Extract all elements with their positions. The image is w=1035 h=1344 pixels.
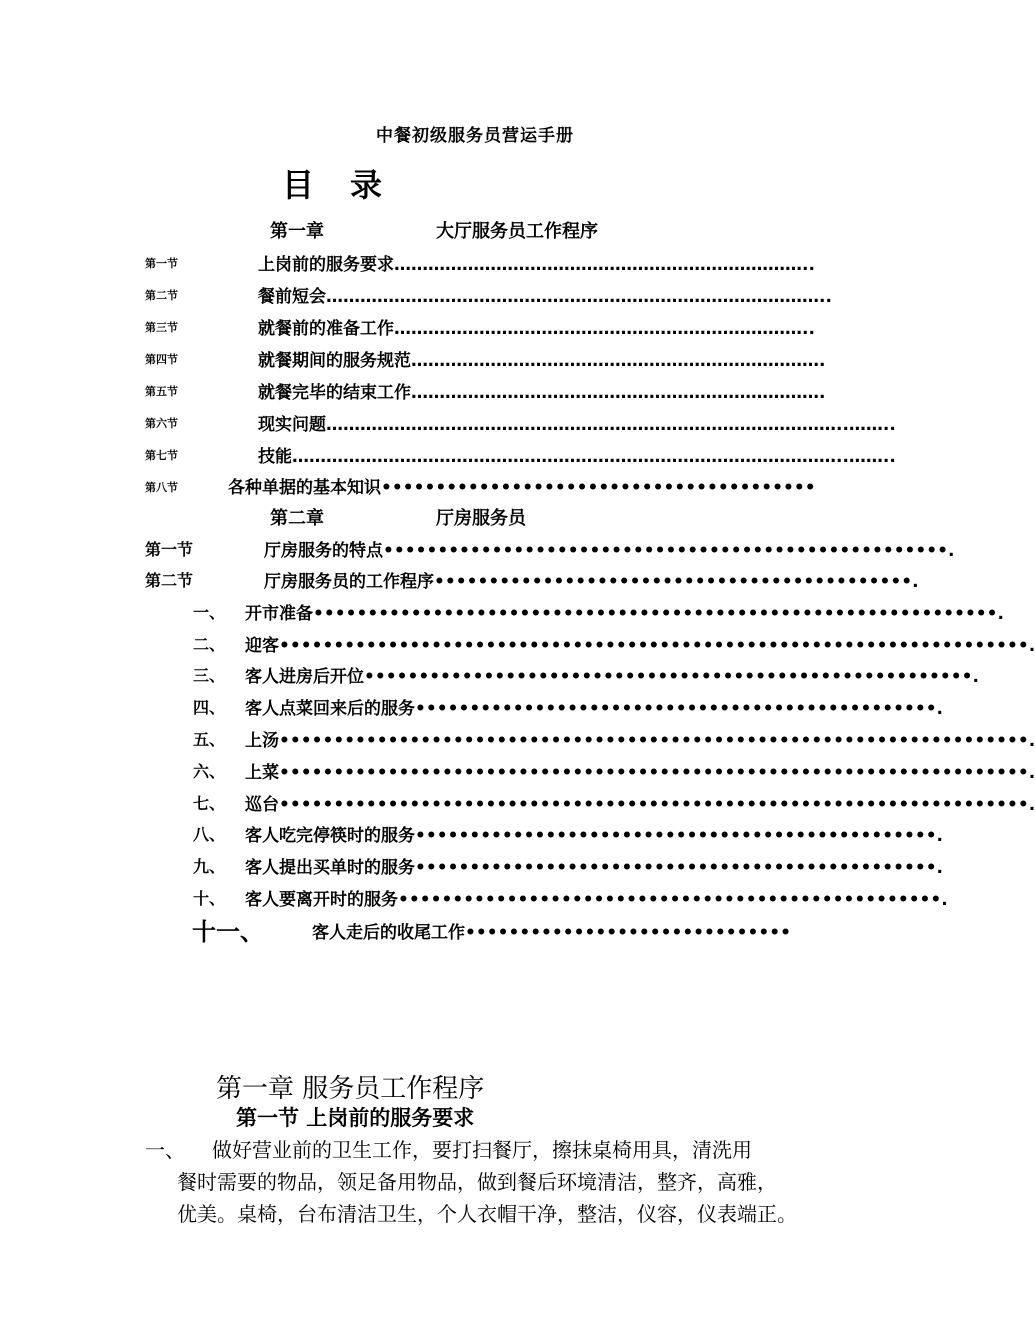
toc-item-title: 巡台	[245, 795, 279, 815]
toc-leader-dots: ••••••••••••••••••••••••••••••	[465, 923, 791, 943]
toc-section-entry[interactable]	[258, 378, 826, 403]
toc-leader-dots: ………………………………………………………………..	[394, 319, 815, 339]
toc-leader-dots: ••••••••••••••••••••••••••••••••••••••••••••••••••••••••.	[364, 667, 979, 687]
toc-item-entry[interactable]	[245, 853, 944, 878]
toc-item-entry[interactable]	[312, 918, 791, 943]
toc-leader-dots: ……………………………………………………………….	[411, 351, 826, 371]
toc-section-entry[interactable]	[258, 346, 826, 371]
toc-heading-char-1: 目	[282, 166, 315, 204]
toc-item-entry[interactable]	[245, 726, 1035, 751]
toc-leader-dots: ••••••••••••••••••••••••••••••••••••••••••••••••••.	[398, 890, 948, 910]
toc-item-number: 八、	[193, 825, 226, 844]
toc-item-title: 迎客	[245, 636, 279, 656]
toc-section-label: 第三节	[145, 321, 178, 334]
toc-leader-dots: ………………………………………………………………..	[394, 255, 815, 275]
toc-item-number: 六、	[193, 762, 226, 781]
toc-item-number: 五、	[193, 730, 226, 749]
toc-section-label: 第八节	[145, 481, 178, 494]
document-title: 中餐初级服务员营运手册	[376, 126, 574, 146]
toc-leader-dots: •••••••••••••••••••••••••••••••••••••••••••••••••••••••••••••••••••••.	[279, 636, 1035, 656]
toc-leader-dots: ••••••••••••••••••••••••••••••••••••••••••••.	[434, 572, 919, 592]
toc-section-label: 第四节	[145, 353, 178, 366]
toc-section-title: 上岗前的服务要求	[258, 255, 394, 275]
toc-item-title: 客人吃完停筷时的服务	[245, 826, 415, 846]
toc-heading	[282, 160, 382, 206]
toc-item-number: 十一、	[192, 918, 264, 946]
toc-leader-dots: ••••••••••••••••••••••••••••••••••••••••••••••••.	[415, 699, 944, 719]
toc-section-entry[interactable]	[258, 442, 896, 467]
toc-item-title: 上汤	[245, 731, 279, 751]
toc-section-label: 第二节	[145, 289, 178, 302]
toc-section-label: 第五节	[145, 385, 178, 398]
toc-leader-dots: •••••••••••••••••••••••••••••••••••••••••••••••••••••••••••••••••••••.	[279, 763, 1035, 783]
toc-chapter-2-name: 厅房服务员	[436, 508, 526, 529]
paragraph-line: 餐时需要的物品，领足备用物品，做到餐后环境清洁，整齐，高雅，	[177, 1170, 777, 1194]
toc-item-number: 二、	[193, 635, 226, 654]
toc-item-title: 客人点菜回来后的服务	[245, 699, 415, 719]
toc-item-number: 四、	[193, 698, 226, 717]
toc-section-entry[interactable]	[258, 314, 815, 339]
toc-section-entry[interactable]	[264, 536, 955, 561]
toc-leader-dots: ……………………………………………………………….	[411, 383, 826, 403]
toc-section-title: 就餐期间的服务规范	[258, 351, 411, 371]
toc-leader-dots: ••••••••••••••••••••••••••••••••••••••••••••••••.	[415, 858, 944, 878]
paragraph-line: 优美。桌椅，台布清洁卫生，个人衣帽干净，整洁，仪容，仪表端正。	[177, 1202, 797, 1226]
toc-chapter-1-number: 第一章	[270, 221, 324, 242]
toc-item-entry[interactable]	[245, 599, 1004, 624]
toc-item-entry[interactable]	[245, 821, 944, 846]
toc-section-entry[interactable]	[228, 473, 816, 498]
toc-chapter-2-number: 第二章	[270, 508, 324, 529]
toc-section-label: 第一节	[145, 257, 178, 270]
toc-section-label: 第二节	[145, 571, 194, 590]
toc-item-entry[interactable]	[245, 758, 1035, 783]
toc-section-entry[interactable]	[258, 410, 896, 435]
toc-section-entry[interactable]	[264, 567, 919, 592]
toc-section-label: 第一节	[145, 540, 194, 559]
toc-item-entry[interactable]	[245, 662, 979, 687]
toc-section-title: 厅房服务的特点	[264, 541, 383, 561]
toc-leader-dots: ••••••••••••••••••••••••••••••••••••••••••••••••.	[415, 826, 944, 846]
toc-leader-dots: ……………………………………………………………………………………..……..	[292, 447, 896, 467]
toc-section-label: 第七节	[145, 449, 178, 462]
toc-leader-dots: ……………………………………………………………………………..	[326, 287, 832, 307]
toc-section-entry[interactable]	[258, 282, 832, 307]
toc-leader-dots: •••••••••••••••••••••••••••••••••••••••••••••••••••••••••••••••••••••.	[279, 795, 1035, 815]
toc-section-title: 就餐完毕的结束工作	[258, 383, 411, 403]
toc-chapter-1-name: 大厅服务员工作程序	[436, 221, 598, 242]
toc-section-entry[interactable]	[258, 250, 815, 275]
toc-item-entry[interactable]	[245, 885, 948, 910]
toc-leader-dots: ••••••••••••••••••••••••••••••••••••••••••••••••••••.	[383, 541, 955, 561]
toc-section-title: 就餐前的准备工作	[258, 319, 394, 339]
toc-section-title: 各种单据的基本知识	[228, 478, 381, 498]
toc-heading-char-2: 录	[350, 166, 383, 204]
toc-item-title: 开市准备	[245, 604, 313, 624]
toc-leader-dots: •••••••••••••••••••••••••••••••••••••••••••••••••••••••••••••••••••••.	[279, 731, 1035, 751]
toc-item-entry[interactable]	[245, 631, 1035, 656]
toc-item-title: 客人进房后开位	[245, 667, 364, 687]
toc-section-title: 厅房服务员的工作程序	[264, 572, 434, 592]
toc-item-entry[interactable]	[245, 694, 944, 719]
toc-item-number: 九、	[193, 857, 226, 876]
toc-section-title: 现实问题	[258, 415, 326, 435]
toc-item-number: 三、	[193, 666, 226, 685]
toc-leader-dots: ••••••••••••••••••••••••••••••••••••••••	[381, 478, 816, 498]
toc-section-label: 第六节	[145, 417, 178, 430]
toc-leader-dots: ………………………………………………………………………………..……..	[326, 415, 896, 435]
toc-item-number: 七、	[193, 794, 226, 813]
toc-item-title: 上菜	[245, 763, 279, 783]
toc-leader-dots: •••••••••••••••••••••••••••••••••••••••••••••••••••••••••••••••.	[313, 604, 1004, 624]
paragraph-line: 做好营业前的卫生工作，要打扫餐厅，擦抹桌椅用具，清洗用	[212, 1138, 752, 1162]
toc-item-title: 客人要离开时的服务	[245, 890, 398, 910]
toc-item-title: 客人走后的收尾工作	[312, 923, 465, 943]
toc-item-number: 十、	[193, 889, 226, 908]
toc-item-number: 一、	[193, 603, 226, 622]
body-section-title: 第一节 上岗前的服务要求	[236, 1105, 475, 1130]
toc-item-title: 客人提出买单时的服务	[245, 858, 415, 878]
body-chapter-title: 第一章 服务员工作程序	[216, 1074, 485, 1104]
toc-section-title: 技能	[258, 447, 292, 467]
toc-section-title: 餐前短会	[258, 287, 326, 307]
paragraph-number: 一、	[145, 1138, 185, 1162]
toc-item-entry[interactable]	[245, 790, 1035, 815]
